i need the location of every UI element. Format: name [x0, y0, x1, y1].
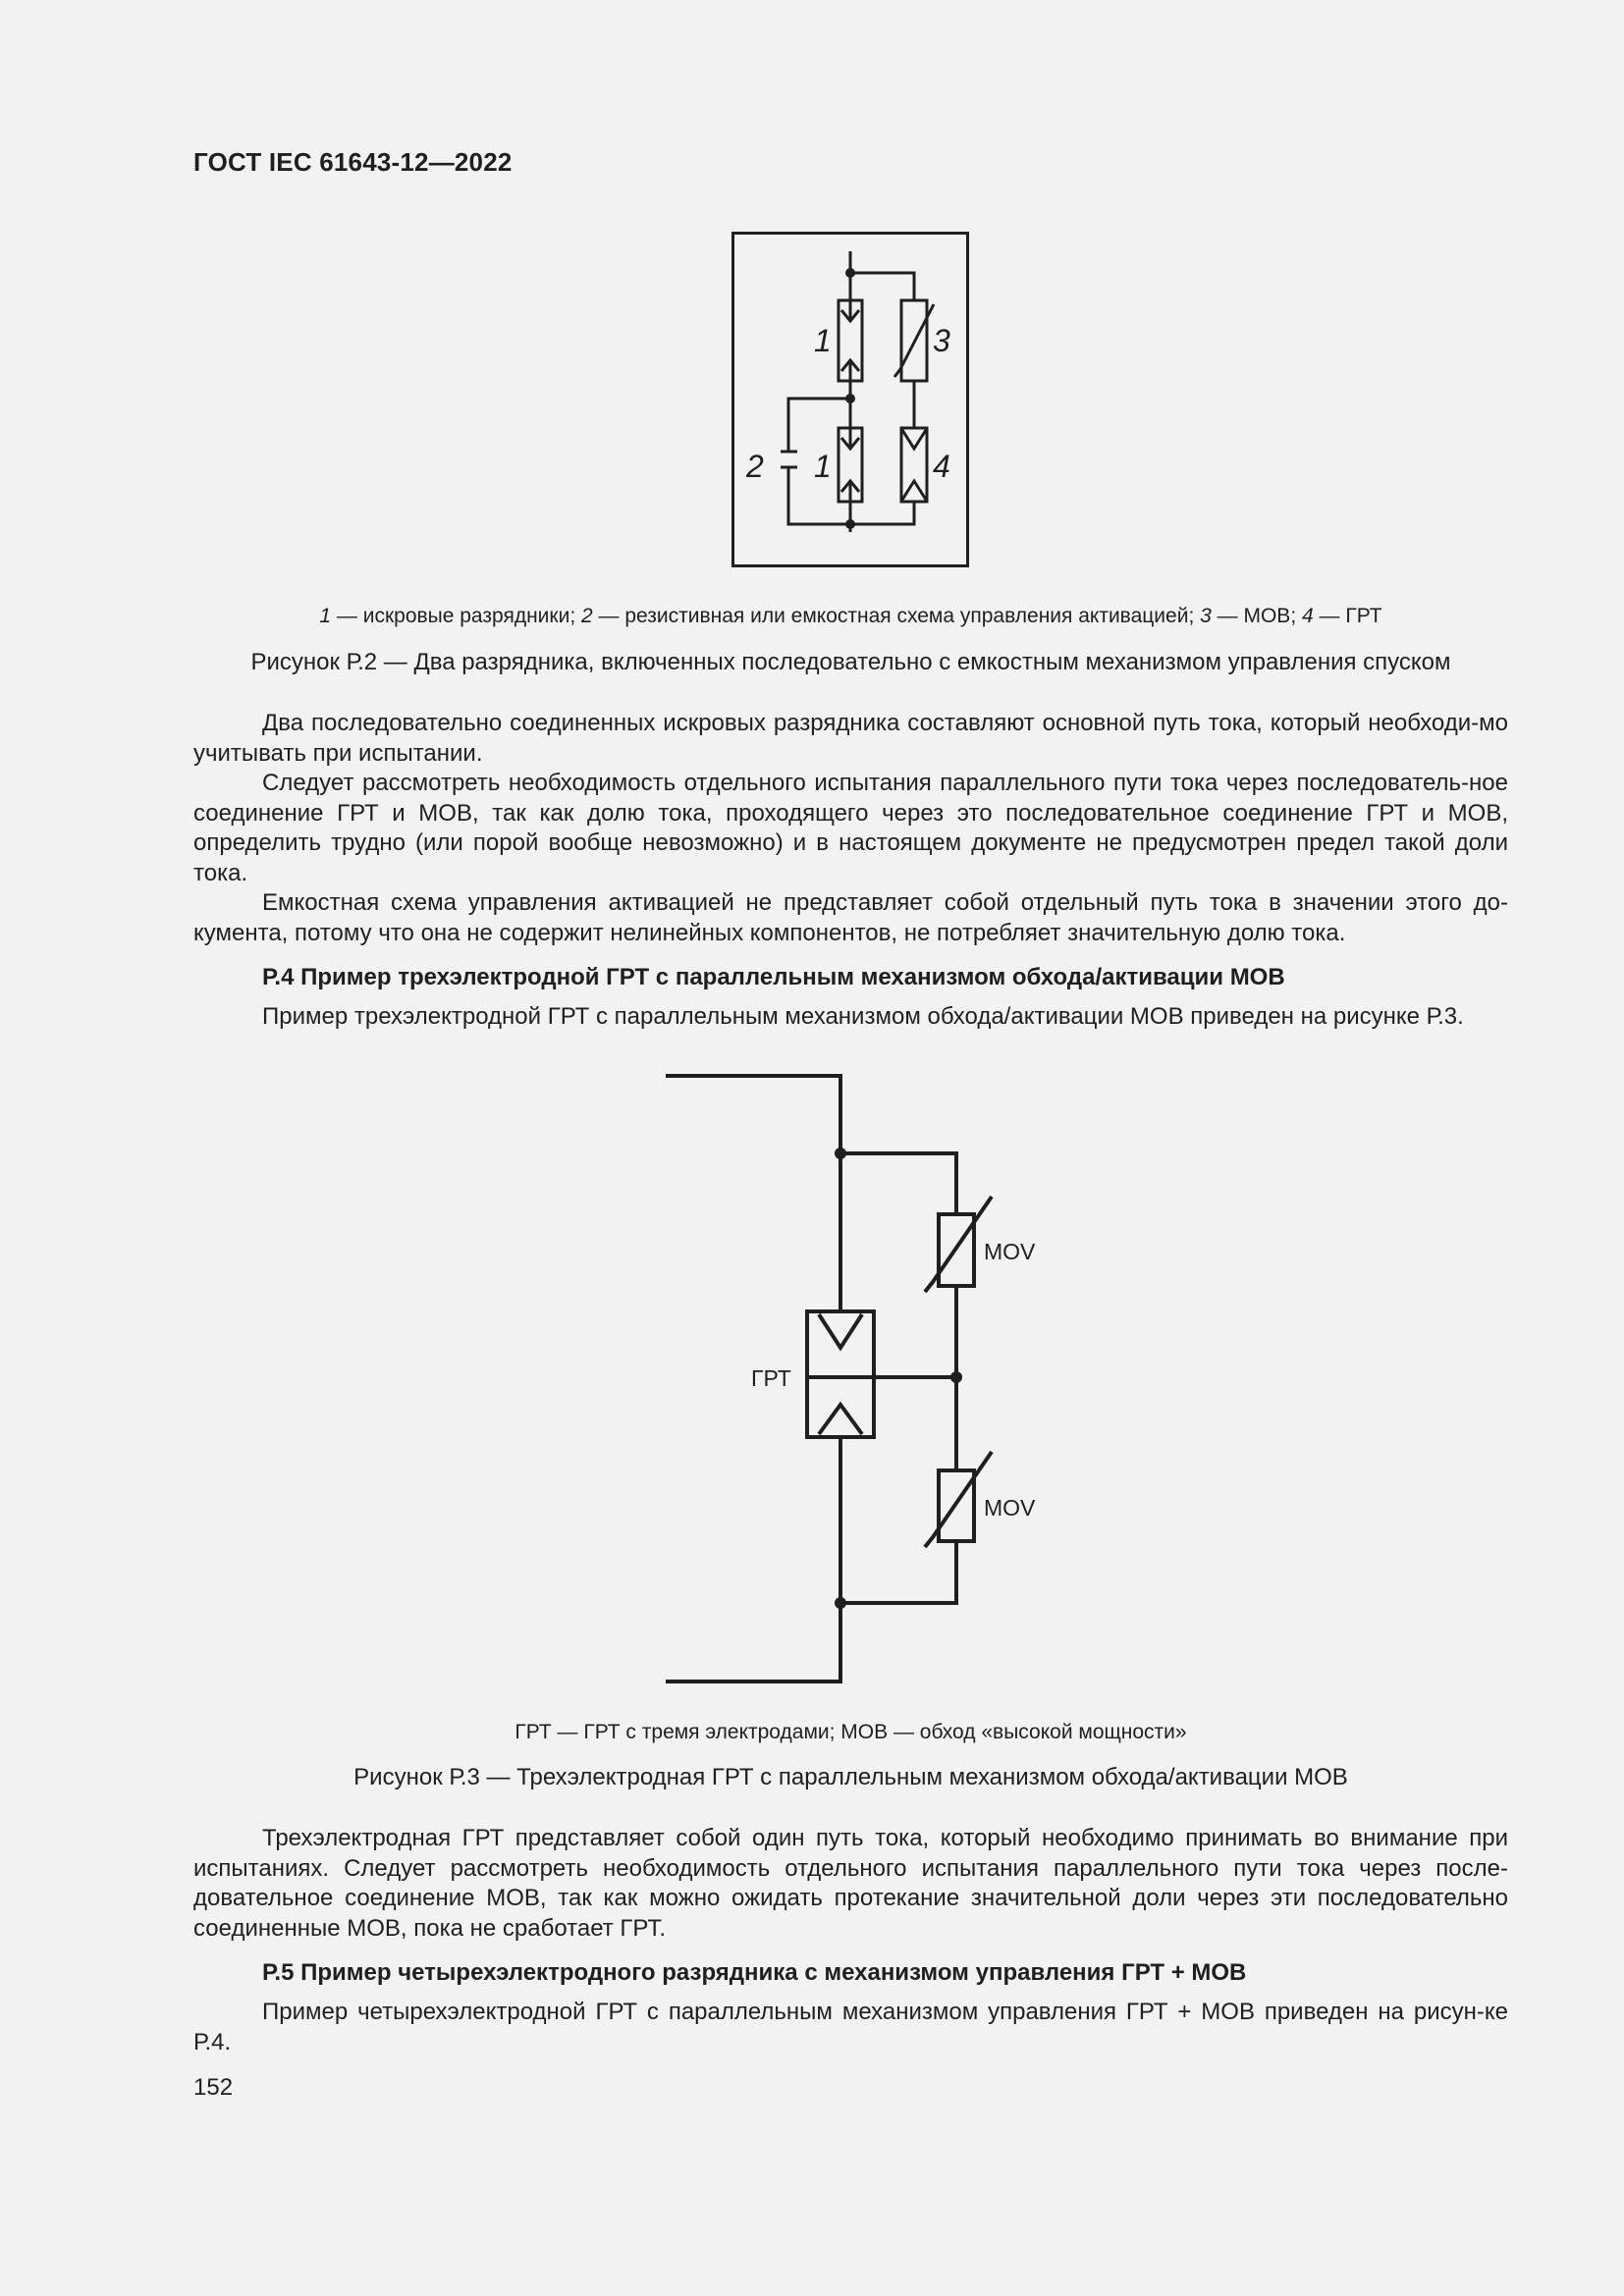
label-1-top: 1	[814, 323, 832, 358]
figure-p3-caption: Рисунок Р.3 — Трехэлектродная ГРТ с параллельным механизмом обхода/активации МОВ	[353, 1764, 1348, 1790]
paragraph: Пример четырехэлектродной ГРТ с параллельным механизмом управления ГРТ + МОВ приведен на рисун-ке Р.4.	[193, 1999, 1508, 2056]
figure-p2-caption: Рисунок Р.2 — Два разрядника, включенных последовательно с емкостным механизмом управления спуском	[250, 649, 1451, 675]
label-4: 4	[933, 449, 950, 484]
label-1-bottom: 1	[814, 449, 832, 484]
section-heading-p4: Р.4 Пример трехэлектродной ГРТ с параллельным механизмом обхода/активации МОВ	[262, 964, 1285, 990]
label-3: 3	[933, 323, 950, 358]
paragraph: Трехэлектродная ГРТ представляет собой один путь тока, который необходимо принимать во внимание при испытаниях. Следует рассмотреть необходимость отдельного испытания параллельного пути тока через после-довательное соединение МОВ, так как можно ожидать протекание значительной доли через эти последовательно соединенные МОВ, пока не сработает ГРТ.	[193, 1825, 1508, 1942]
paragraph: Следует рассмотреть необходимость отдельного испытания параллельного пути тока через последователь-ное соединение ГРТ и МОВ, так как долю тока, проходящего через это последовательное соединение ГРТ и МОВ, определить трудно (или порой вообще невозможно) и в настоящем документе не предусмотрен предел такой доли тока.	[193, 770, 1508, 886]
label-2: 2	[746, 449, 764, 484]
figure-p2-schematic	[731, 232, 969, 567]
paragraph: Емкостная схема управления активацией не представляет собой отдельный путь тока в значении этого до-кумента, потому что она не содержит нелинейных компонентов, не потребляет значительную долю тока.	[193, 889, 1508, 946]
figure-p3-legend: ГРТ — ГРТ с тремя электродами; МОВ — обход «высокой мощности»	[514, 1721, 1187, 1743]
figure-p2-legend: 1 — искровые разрядники; 2 — резистивная или емкостная схема управления активацией; 3 — МОВ; 4 — ГРТ	[319, 605, 1382, 627]
section-heading-p5: Р.5 Пример четырехэлектродного разрядника с механизмом управления ГРТ + МОВ	[262, 1959, 1247, 1986]
figure-p3-schematic	[648, 1065, 1100, 1693]
document-header: ГОСТ IEC 61643-12—2022	[193, 147, 513, 177]
label-mov-bottom: MOV	[984, 1495, 1036, 1521]
paragraph: Два последовательно соединенных искровых разрядника составляют основной путь тока, который необходи-мо учитывать при испытании.	[193, 710, 1508, 767]
label-mov-top: MOV	[984, 1239, 1036, 1264]
label-grt: ГРТ	[751, 1365, 791, 1391]
page-number: 152	[193, 2074, 234, 2101]
paragraph: Пример трехэлектродной ГРТ с параллельным механизмом обхода/активации МОВ приведен на рисунке Р.3.	[262, 1003, 1464, 1030]
